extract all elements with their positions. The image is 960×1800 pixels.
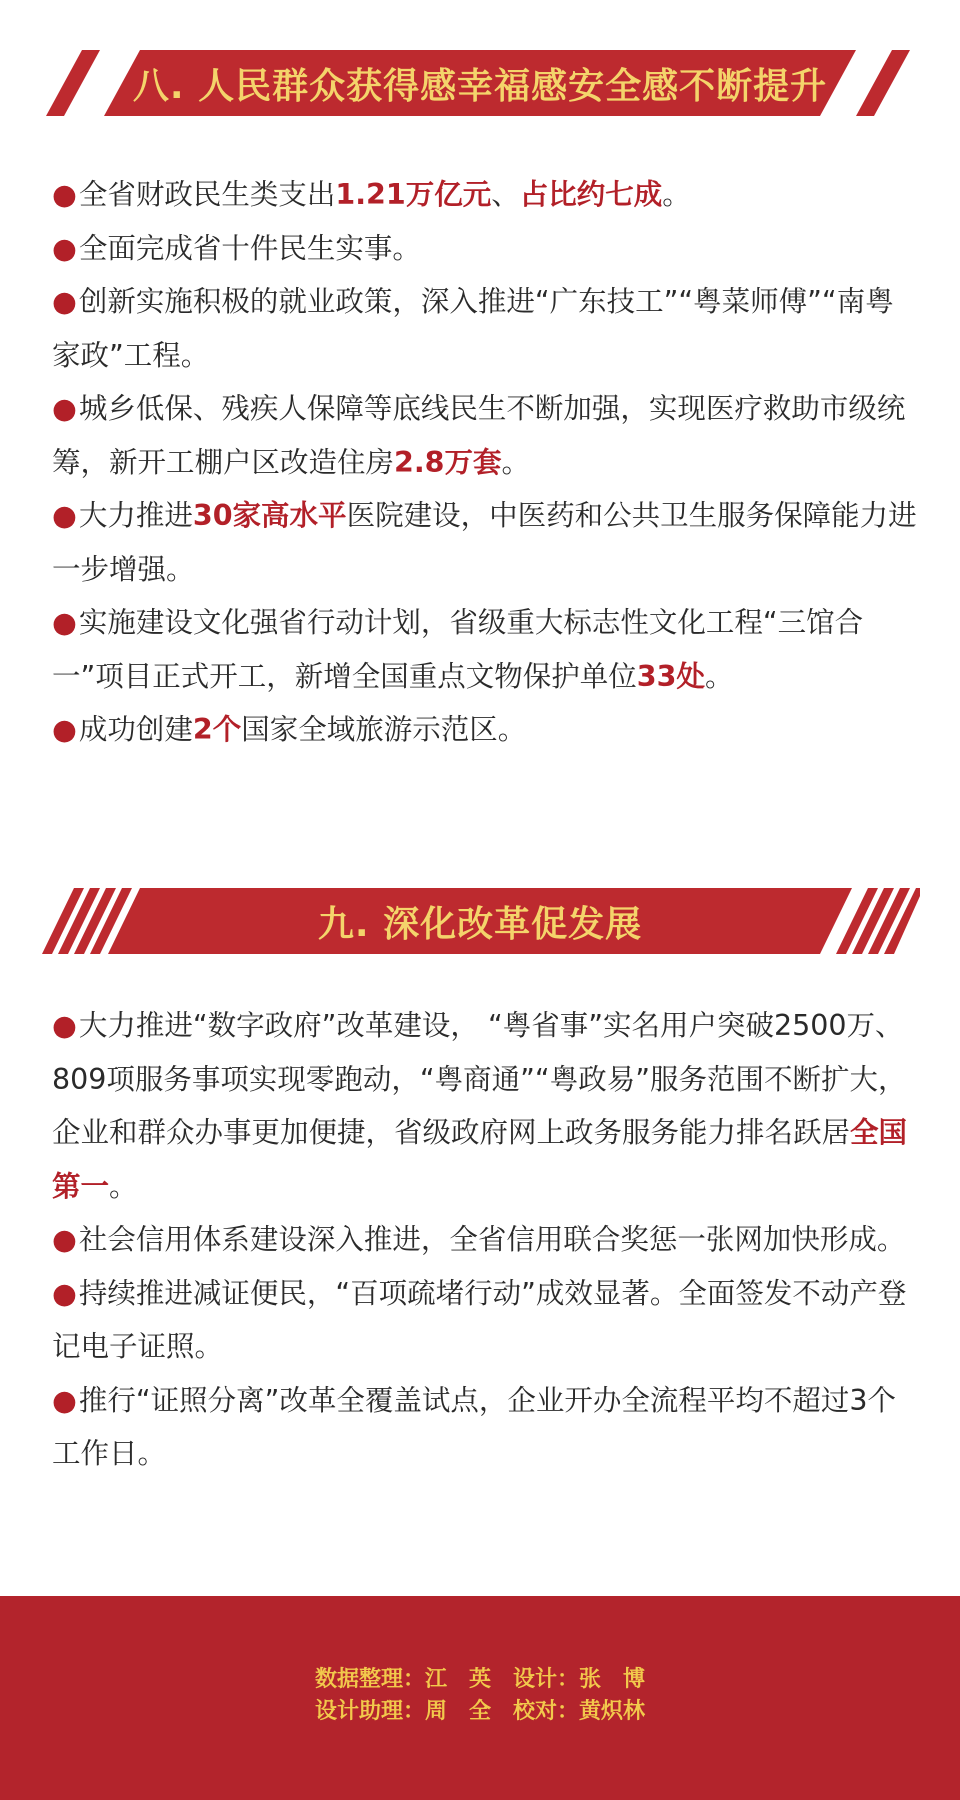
section-9-banner — [40, 886, 920, 956]
list-item: ●城乡低保、残疾人保障等底线民生不断加强，实现医疗救助市级统筹，新开工棚户区改造住房2.8万套。 — [52, 392, 906, 479]
bullet-icon: ● — [52, 499, 77, 532]
list-item: ●大力推进“数字政府”改革建设， “粤省事”实名用户突破2500万、809项服务事项实现零跑动，“粤商通”“粤政易”服务范围不断扩大，企业和群众办事更加便捷，省级政府网上政务服务能力排名跃居全国第一。 — [52, 1009, 908, 1203]
section-8-title: 八. 人民群众获得感幸福感安全感不断提升 — [132, 65, 828, 107]
bullet-icon: ● — [52, 285, 77, 318]
section-9-list — [52, 999, 918, 1481]
section-9-title: 九. 深化改革促发展 — [317, 903, 643, 945]
list-item: ●全省财政民生类支出1.21万亿元、占比约七成。 — [52, 178, 691, 211]
list-item: ●持续推进减证便民，“百项疏堵行动”成效显著。全面签发不动产登记电子证照。 — [52, 1276, 907, 1363]
bullet-icon: ● — [52, 1276, 77, 1310]
bullet-icon: ● — [52, 713, 77, 746]
bullet-icon: ● — [52, 606, 77, 639]
list-item: ●全面完成省十件民生实事。 — [52, 231, 421, 265]
bullet-icon: ● — [52, 231, 77, 265]
list-item: ●实施建设文化强省行动计划，省级重大标志性文化工程“三馆合一”项目正式开工，新增全国重点文物保护单位33处。 — [52, 606, 864, 693]
bullet-icon: ● — [52, 392, 77, 425]
section-8-list — [52, 168, 918, 757]
list-item: ●大力推进30家高水平医院建设，中医药和公共卫生服务保障能力进一步增强。 — [52, 499, 917, 586]
credits-line-2: 设计助理：周 全 校对：黄炽林 — [314, 1699, 645, 1724]
bullet-icon: ● — [52, 1223, 77, 1256]
list-item: ●创新实施积极的就业政策，深入推进“广东技工”“粤菜师傅”“南粤家政”工程。 — [52, 285, 894, 372]
credits-line-1: 数据整理：江 英 设计：张 博 — [314, 1667, 645, 1692]
bullet-icon: ● — [52, 1383, 77, 1417]
list-item: ●社会信用体系建设深入推进，全省信用联合奖惩一张网加快形成。 — [52, 1223, 906, 1256]
credits-footer — [0, 1596, 960, 1800]
bullet-icon: ● — [52, 178, 77, 211]
list-item: ●推行“证照分离”改革全覆盖试点，企业开办全流程平均不超过3个工作日。 — [52, 1383, 897, 1470]
bullet-icon: ● — [52, 1009, 77, 1042]
section-8-banner — [40, 48, 920, 118]
list-item: ●成功创建2个国家全域旅游示范区。 — [52, 713, 527, 746]
